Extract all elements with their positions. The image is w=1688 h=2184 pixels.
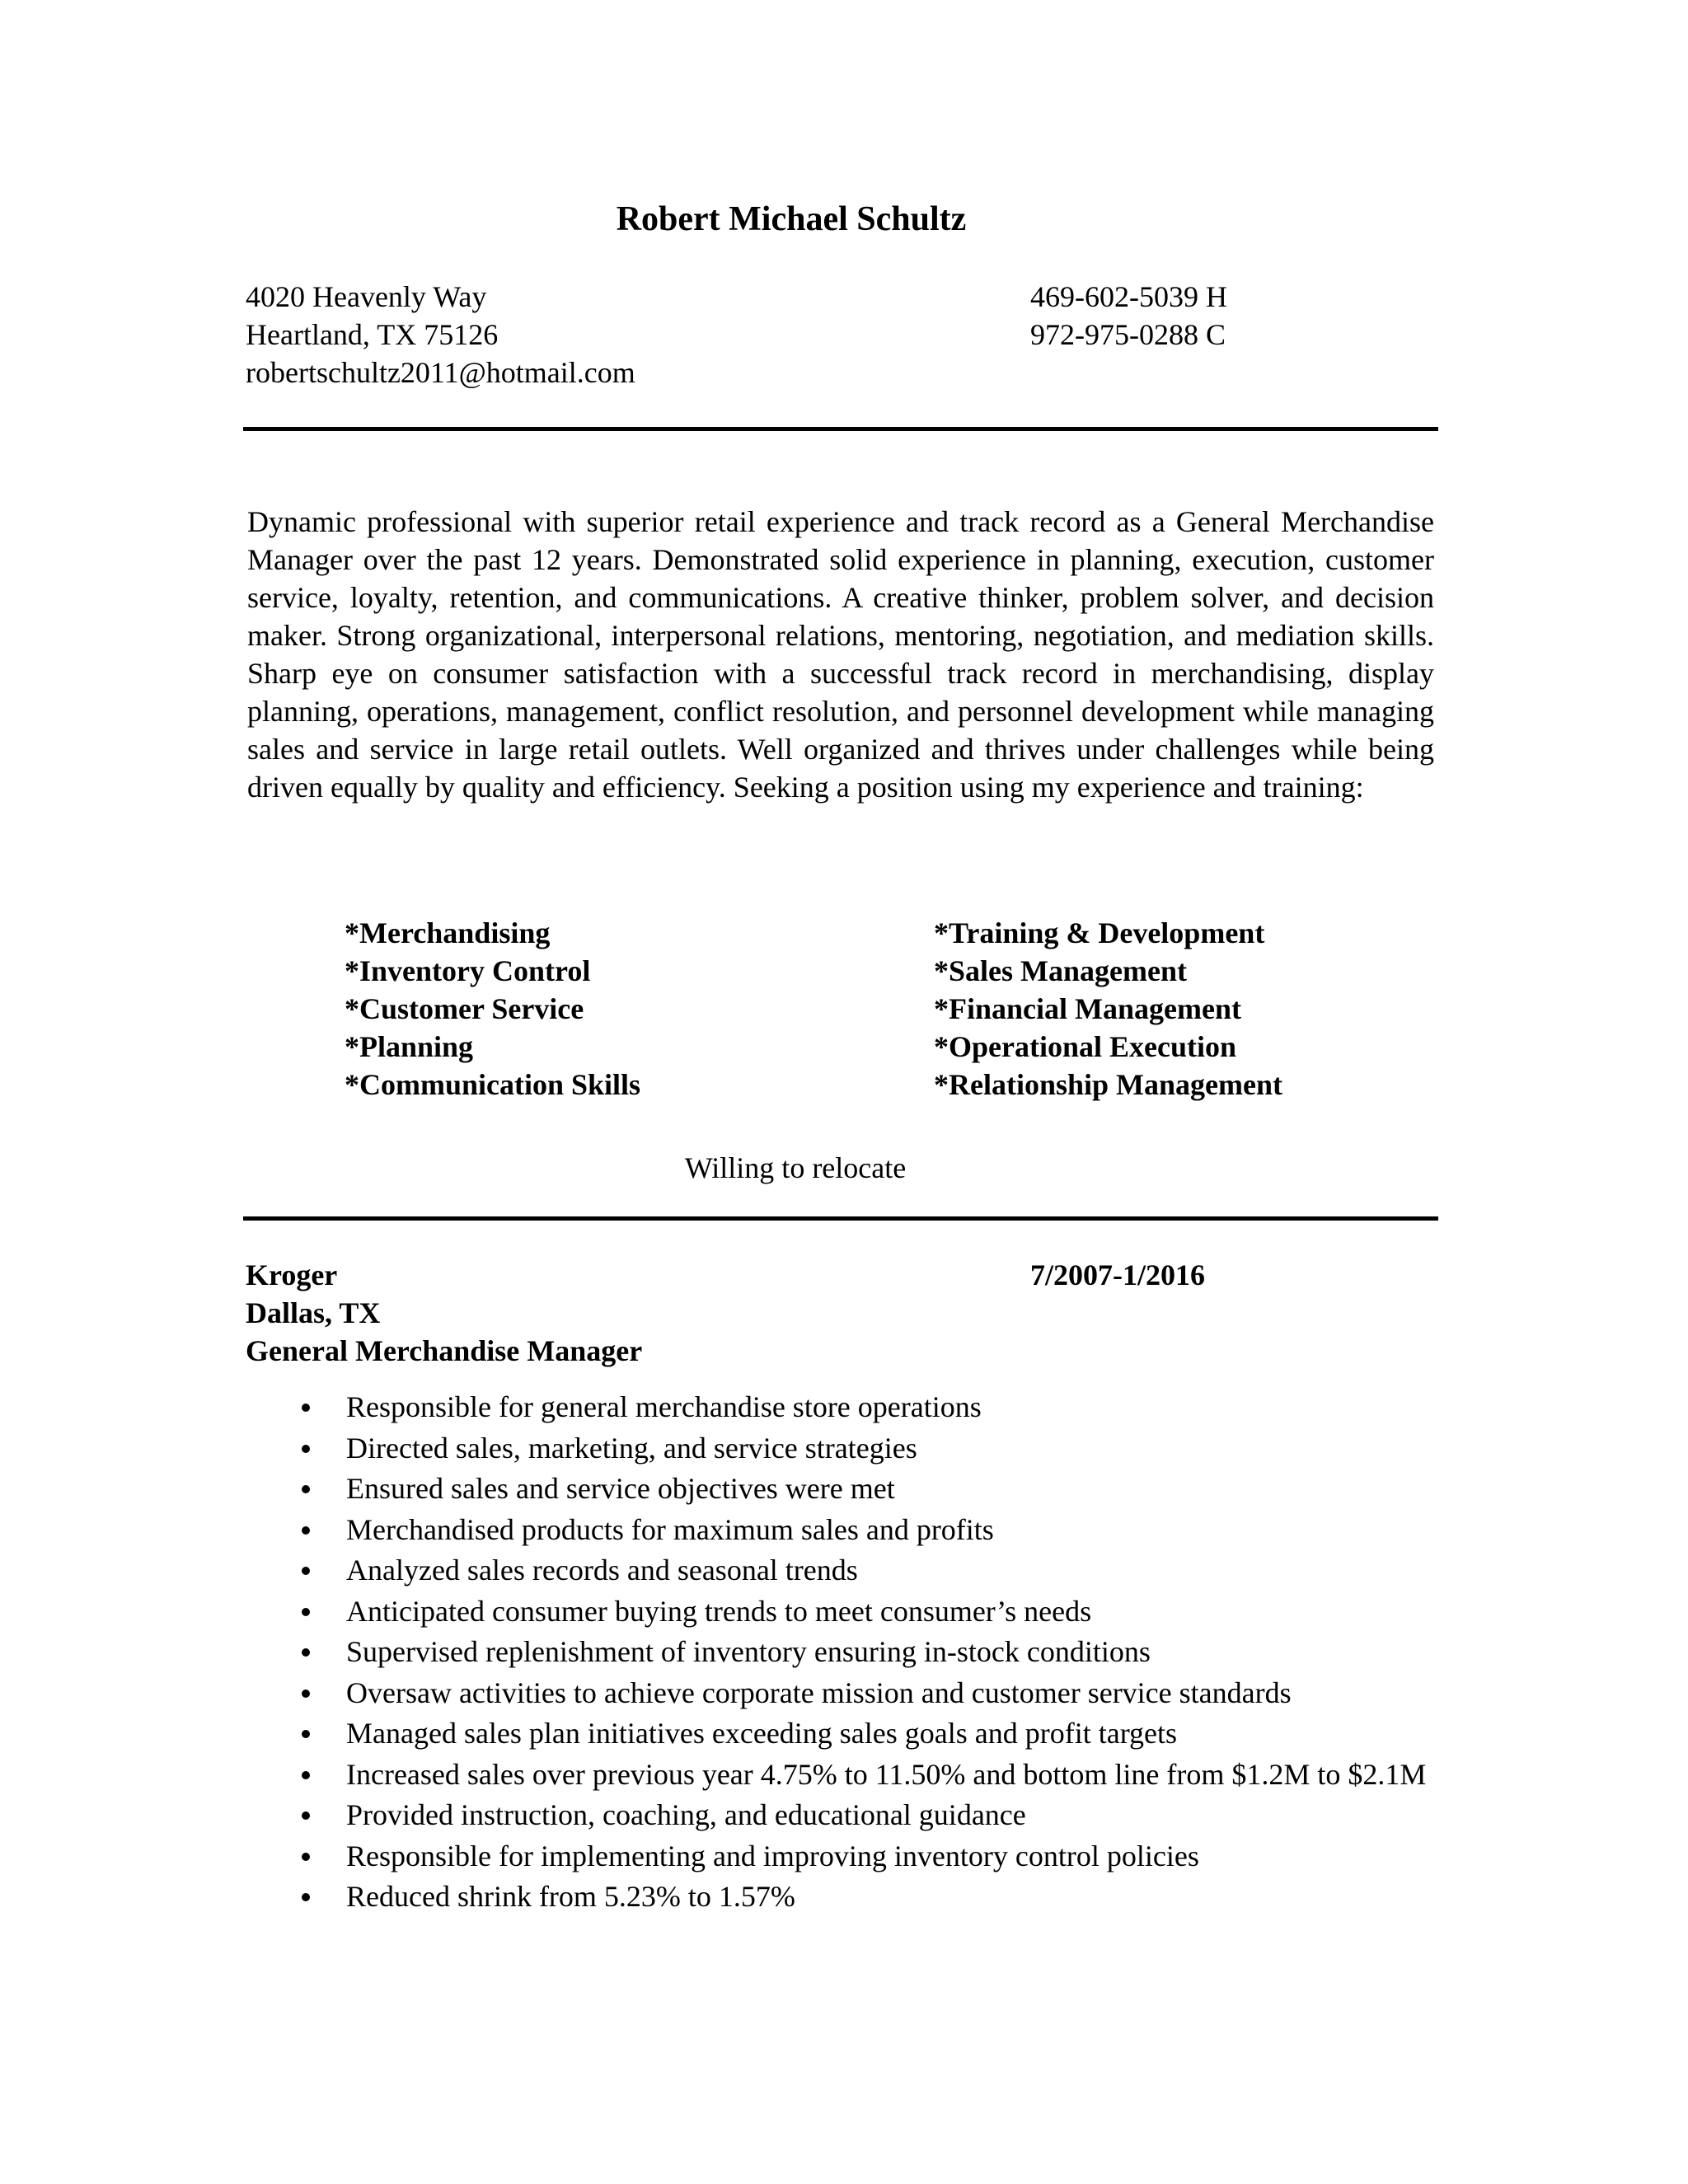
- list-item: [247, 1673, 1434, 1714]
- bullet-icon: [302, 1648, 310, 1657]
- list-item-text: Reduced shrink from 5.23% to 1.57%: [346, 1880, 795, 1913]
- list-item-text: Anticipated consumer buying trends to meet consumer’s needs: [346, 1594, 1092, 1628]
- skill-item: *Training & Development: [934, 916, 1265, 949]
- list-item: [247, 1755, 1434, 1796]
- bullet-icon: [302, 1853, 310, 1861]
- list-item-text: Responsible for general merchandise store operations: [346, 1390, 982, 1423]
- list-item-text: Supervised replenishment of inventory ensuring in-stock conditions: [346, 1635, 1151, 1668]
- list-item: [247, 1591, 1434, 1633]
- skill-item: *Financial Management: [934, 992, 1241, 1025]
- list-item: [247, 1510, 1434, 1551]
- list-item-text: Ensured sales and service objectives were met: [346, 1472, 895, 1505]
- list-item-text: Increased sales over previous year 4.75% to 11.50% and bottom line from $1.2M to $2.1M: [346, 1757, 1427, 1791]
- bullet-icon: [302, 1404, 310, 1412]
- bullet-icon: [302, 1608, 310, 1616]
- list-item: [247, 1428, 1434, 1469]
- list-item-text: Managed sales plan initiatives exceeding sales goals and profit targets: [346, 1717, 1178, 1750]
- job-company: Kroger: [246, 1258, 338, 1291]
- list-item: [247, 1713, 1434, 1755]
- list-item: [247, 1795, 1434, 1836]
- skills-list-right: [934, 914, 1282, 1104]
- job-title: General Merchandise Manager: [246, 1334, 643, 1367]
- skill-item: *Relationship Management: [934, 1068, 1282, 1101]
- bullet-icon: [302, 1811, 310, 1820]
- bullet-icon: [302, 1485, 310, 1493]
- list-item-text: Responsible for implementing and improving inventory control policies: [346, 1839, 1199, 1872]
- skill-item: *Sales Management: [934, 954, 1187, 987]
- list-item-text: Oversaw activities to achieve corporate mission and customer service standards: [346, 1675, 1292, 1709]
- list-item: [247, 1877, 1434, 1918]
- bullet-icon: [302, 1730, 310, 1738]
- phone-cell: 972-975-0288 C: [1030, 318, 1226, 351]
- list-item: [247, 1469, 1434, 1510]
- list-item: [247, 1632, 1434, 1673]
- professional-summary: Dynamic professional with superior retail experience and track record as a General Merchandise Manager over the past 12 years. Demonstrated solid experience in planning, execution, customer service, loyalty, retention, and communications. A creative thinker, problem solver, and decision maker. Strong organizational, interpersonal relations, mentoring, negotiation, and mediation skills. Sharp eye on consumer satisfaction with a successful track record in merchandising, display planning, operations, management, conflict resolution, and personnel development while managing sales and service in large retail outlets. Well organized and thrives under challenges while being driven equally by quality and efficiency. Seeking a position using my experience and training:: [247, 505, 1434, 804]
- list-item-text: Analyzed sales records and seasonal trends: [346, 1554, 858, 1586]
- skills-list-left: [345, 914, 640, 1104]
- bullet-icon: [302, 1690, 310, 1698]
- relocation-note: Willing to relocate: [684, 1151, 907, 1184]
- address-line-2: Heartland, TX 75126: [246, 318, 499, 351]
- list-item: [247, 1387, 1434, 1428]
- bullet-icon: [302, 1893, 310, 1901]
- list-item: [247, 1836, 1434, 1877]
- job-dates: 7/2007-1/2016: [1030, 1258, 1205, 1291]
- address-line-1: 4020 Heavenly Way: [246, 280, 487, 313]
- bullet-icon: [302, 1526, 310, 1535]
- list-item-text: Directed sales, marketing, and service strategies: [346, 1431, 917, 1465]
- job-location: Dallas, TX: [246, 1296, 381, 1329]
- skill-item: *Merchandising: [345, 916, 551, 949]
- phone-home: 469-602-5039 H: [1030, 280, 1227, 313]
- skill-item: *Planning: [345, 1030, 474, 1063]
- bullet-icon: [302, 1771, 310, 1779]
- email-address: robertschultz2011@hotmail.com: [246, 356, 635, 389]
- job-responsibilities-list: [247, 1387, 1434, 1918]
- skill-item: *Operational Execution: [934, 1030, 1236, 1063]
- list-item-text: Provided instruction, coaching, and educational guidance: [346, 1798, 1026, 1831]
- list-item: [247, 1550, 1434, 1591]
- list-item-text: Merchandised products for maximum sales and profits: [346, 1512, 994, 1546]
- skill-item: *Communication Skills: [345, 1068, 641, 1101]
- candidate-name: Robert Michael Schultz: [616, 200, 967, 238]
- skill-item: *Customer Service: [345, 992, 584, 1025]
- bullet-icon: [302, 1567, 310, 1575]
- section-divider: [243, 1216, 1438, 1221]
- bullet-icon: [302, 1445, 310, 1453]
- skill-item: *Inventory Control: [345, 954, 591, 987]
- header-divider: [243, 427, 1438, 431]
